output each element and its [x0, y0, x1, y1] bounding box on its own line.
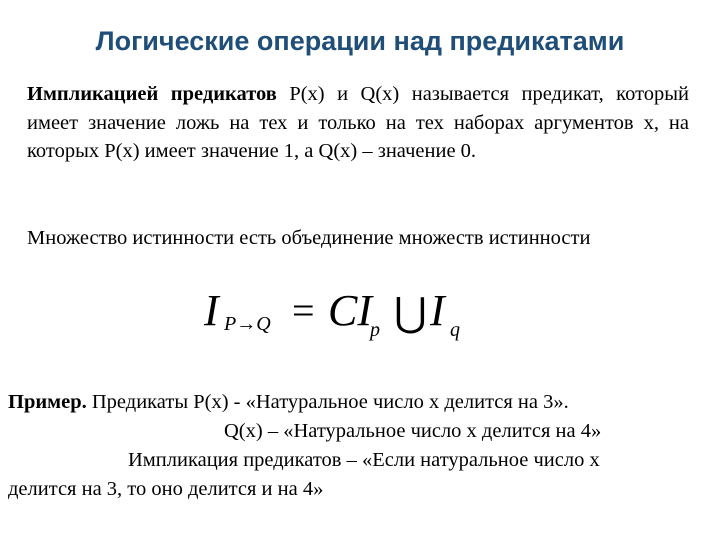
truth-set-statement: Множество истинности есть объединение множеств истинности: [27, 227, 591, 249]
example-line-3: Импликация предикатов – «Если натуральное число x: [128, 449, 600, 471]
formula-equals: =: [292, 288, 315, 333]
formula-union-symbol: ⋃: [394, 290, 427, 335]
formula-rhs-subscript: q: [450, 319, 460, 341]
implication-formula: [200, 283, 500, 353]
formula-p-subscript: p: [370, 319, 380, 341]
example-block: [8, 388, 690, 504]
example-label: Пример.: [8, 391, 87, 413]
example-line-2: Q(x) – «Натуральное число x делится на 4»: [224, 420, 602, 442]
formula-lhs-subscript: P→Q: [224, 313, 271, 335]
definition-text: P(x) и Q(x) называется предикат, который имеет значение ложь на тех и только на тех наборах аргументов x, на которых P(x) имеет значение 1, а Q(x) – значение 0.: [27, 83, 690, 162]
formula-complement-symbol: CI: [328, 286, 372, 335]
example-line-1-text: Предикаты P(x) - «Натуральное число x делится на 3».: [86, 391, 569, 413]
example-line-4: делится на 3, то оно делится и на 4»: [8, 478, 324, 500]
definition-paragraph: [27, 80, 689, 166]
definition-term: Импликацией предикатов: [27, 83, 277, 105]
formula-lhs-symbol: I: [204, 286, 219, 335]
formula-rhs-symbol: I: [430, 286, 445, 335]
example-line-1: [8, 388, 690, 417]
slide-title: Логические операции над предикатами: [95, 26, 625, 56]
